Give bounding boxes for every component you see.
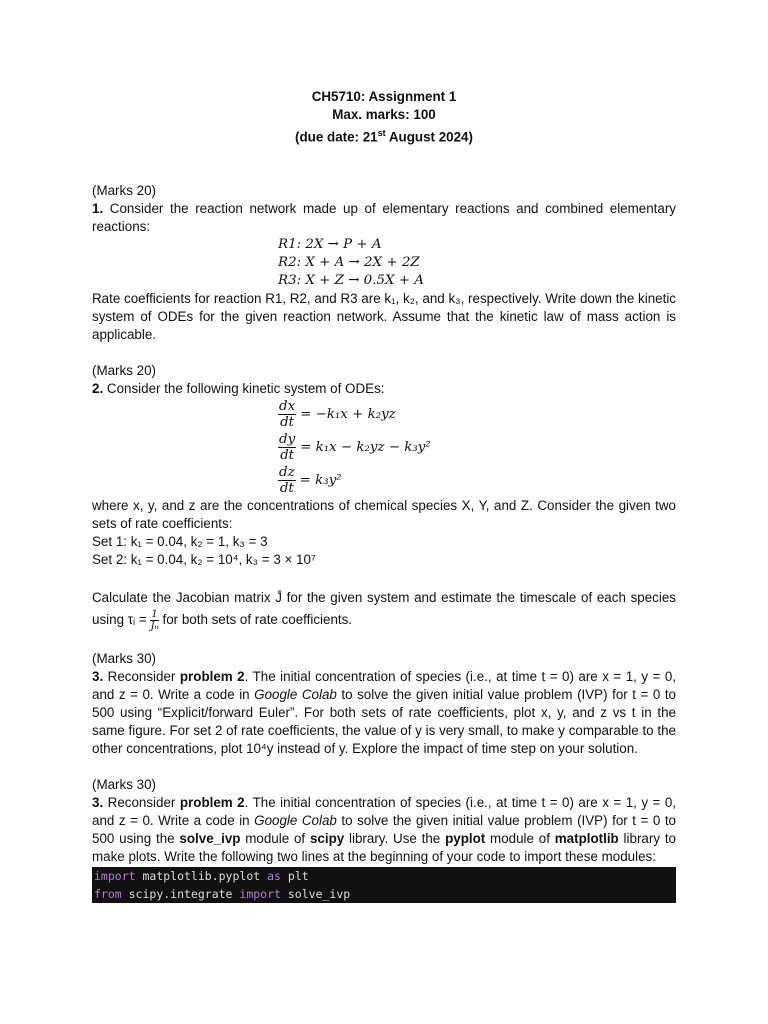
- document-header: [92, 88, 676, 146]
- course-title: CH5710: Assignment 1: [311, 89, 457, 104]
- question-2: [92, 362, 676, 632]
- q2-calc: Calculate the Jacobian matrix J̄ for the given system and estimate the timescale of each species using τᵢ = $\frac{1}{\text{Jᵢᵢ}}$ for both sets of rate coefficients.: [92, 590, 676, 633]
- ode-dx: $\frac{dx}{dt}$ = −k₁x + k₂yz: [279, 399, 396, 431]
- q1-marks: (Marks 20): [92, 183, 156, 199]
- question-3-euler: [92, 650, 676, 758]
- rate-set-2: Set 2: k₁ = 0.04, k₂ = 10⁴, k₃ = 3 × 10⁷: [92, 552, 316, 568]
- ode-dy: $\frac{dy}{dt}$ = k₁x − k₂yz − k₃y²: [279, 432, 431, 464]
- assignment-page: [92, 88, 676, 903]
- question-3-solve-ivp: [92, 776, 676, 903]
- max-marks: Max. marks: 100: [332, 107, 436, 122]
- q1-body: Rate coefficients for reaction R1, R2, and R3 are k₁, k₂, and k₃, respectively. Write down the kinetic system of ODEs for the given reaction network. Assume that the kinetic law of mass action is applicable.: [92, 291, 676, 343]
- reaction-r3: R3: X + Z → 0.5X + A: [278, 273, 424, 289]
- q2-where: where x, y, and z are the concentrations of chemical species X, Y, and Z. Consider the given two sets of rate coefficients:: [92, 498, 676, 532]
- code-line-2: from scipy.integrate import solve_ivp: [94, 887, 351, 902]
- q3a-text: 3. Reconsider problem 2. The initial concentration of species (i.e., at time t = 0) are x = 1, y = 0, and z = 0. Write a code in Google Colab to solve the given initial value problem (IVP) for t = 0 to 500 using “Explicit/forward Euler”. For both sets of rate coefficients, plot x, y, and z vs t in the same figure. For set 2 of rate coefficients, the value of y is very small, to make y comparable to the other concentrations, plot 10⁴y instead of y. Explore the impact of time step on your solution.: [92, 669, 676, 757]
- q2-text: 2. Consider the following kinetic system of ODEs:: [92, 381, 385, 397]
- reaction-r2: R2: X + A → 2X + 2Z: [278, 255, 420, 271]
- q3b-marks: (Marks 30): [92, 777, 156, 793]
- code-line-1: import matplotlib.pyplot as plt: [94, 869, 309, 884]
- q1-text: 1. Consider the reaction network made up of elementary reactions and combined elementary reactions:: [92, 201, 676, 235]
- question-1: [92, 182, 676, 344]
- ode-dz: $\frac{dz}{dt}$ = k₃y²: [279, 465, 342, 497]
- q3a-marks: (Marks 30): [92, 651, 156, 667]
- q2-marks: (Marks 20): [92, 363, 156, 379]
- code-block: [92, 867, 676, 903]
- q3b-text: 3. Reconsider problem 2. The initial concentration of species (i.e., at time t = 0) are x = 1, y = 0, and z = 0. Write a code in Google Colab to solve the given initial value problem (IVP) for t = 0 to 500 using the solve_ivp module of scipy library. Use the pyplot module of matplotlib library to make plots. Write the following two lines at the beginning of your code to import these modules:: [92, 795, 676, 865]
- rate-set-1: Set 1: k₁ = 0.04, k₂ = 1, k₃ = 3: [92, 534, 268, 550]
- reaction-r1: R1: 2X → P + A: [278, 237, 382, 253]
- due-date: (due date: 21st August 2024): [295, 128, 473, 145]
